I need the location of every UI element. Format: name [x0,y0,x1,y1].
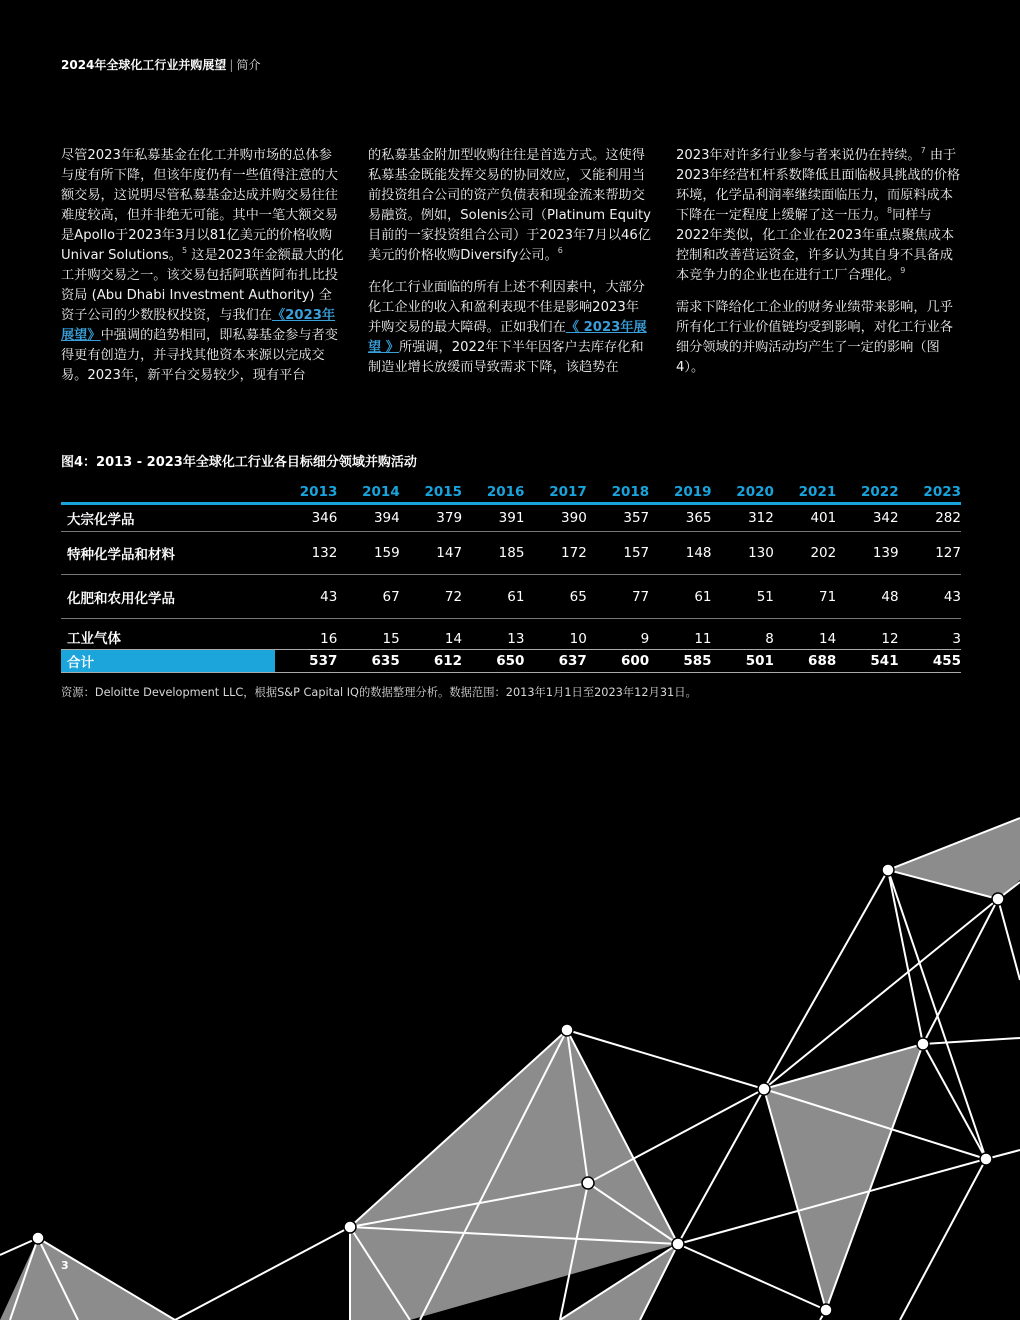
table-cell: 48 [836,575,898,619]
footnote-ref[interactable]: 7 [920,146,926,155]
table-cell: 159 [337,532,399,575]
table-row [61,575,961,619]
table-cell: 346 [275,504,337,532]
year-header: 2014 [337,480,399,504]
total-cell: 612 [400,650,462,673]
table-cell: 67 [337,575,399,619]
paragraph [368,278,652,378]
table-cell: 61 [462,575,524,619]
table-row [61,504,961,532]
table-cell: 202 [774,532,836,575]
total-row [61,650,961,673]
text-run: 的私募基金附加型收购往往是首选方式。这使得私募基金既能发挥交易的协同效应，又能利用当前投资组合公司的资产负债表和现金流来帮助交易融资。例如，Solenis公司（Platinum Equity目前的一家投资组合公司）于2023年7月以46亿美元的价格收购Diversify公司。 [368,148,651,263]
table-cell: 357 [587,504,649,532]
table-cell: 72 [400,575,462,619]
total-label: 合计 [61,650,275,673]
year-header: 2015 [400,480,462,504]
table-cell: 147 [400,532,462,575]
table-cell: 390 [524,504,586,532]
table-cell: 71 [774,575,836,619]
ma-activity-table [61,480,961,673]
year-header: 2013 [275,480,337,504]
table-cell: 77 [587,575,649,619]
table-cell: 3 [952,631,961,647]
year-header: 2016 [462,480,524,504]
year-header: 2021 [774,480,836,504]
table-cell: 401 [774,504,836,532]
total-cell: 635 [337,650,399,673]
figure-title: 图4：2013 - 2023年全球化工行业各目标细分领域并购活动 [61,455,417,470]
text-column-1 [61,146,344,398]
total-cell: 650 [462,650,524,673]
text-run: 由于2023年经营杠杆系数降低且面临极具挑战的价格环境，化学品利润率继续面临压力，而原料成本下降在一定程度上缓解了这一压力。 [676,148,961,223]
year-header: 2018 [587,480,649,504]
total-cell: 585 [649,650,711,673]
network-triangles [0,818,1020,1320]
paragraph [676,146,962,286]
network-graphic [0,800,1020,1320]
row-label: 特种化学品和材料 [61,532,275,575]
table-cell: 139 [836,532,898,575]
total-cell: 688 [774,650,836,673]
year-header: 2017 [524,480,586,504]
table-cell: 14 [819,631,837,647]
table-cell: 43 [275,575,337,619]
total-cell: 600 [587,650,649,673]
header-separator: | [229,58,234,72]
table-cell: 342 [836,504,898,532]
section-name: 简介 [236,58,261,72]
page-number: 3 [61,1259,69,1272]
table-cell: 391 [462,504,524,532]
text-run: 所强调，2022年下半年因客户去库存化和制造业增长放缓而导致需求下降，该趋势在 [368,340,644,375]
table-cell: 15 [382,631,400,647]
table-cell: 127 [899,532,961,575]
table-row [61,619,961,650]
table-header-row [61,480,961,504]
table-cell: 12 [881,631,899,647]
footnote-ref[interactable]: 8 [887,206,893,215]
text-run: 同样与2022年类似，化工企业在2023年重点聚焦成本控制和改善营运资金，许多认为其自身不具备成本竞争力的企业也在进行工厂合理化。 [676,208,955,283]
table-cell: 11 [694,631,712,647]
table-cell: 157 [587,532,649,575]
table-cell: 13 [507,631,525,647]
table-cell: 16 [320,631,338,647]
header-blank [61,480,275,504]
table-cell: 61 [649,575,711,619]
table-cell: 14 [444,631,463,647]
row-label: 化肥和农用化学品 [61,575,275,619]
running-header [61,56,260,73]
outlook-2023-link[interactable]: 《 2023年展望 》 [368,320,647,355]
text-column-3 [676,146,962,390]
table-cell: 65 [524,575,586,619]
table-cell: 9 [640,631,650,647]
table-cell: 8 [765,631,774,647]
text-run: 尽管2023年私募基金在化工并购市场的总体参与度有所下降，但该年度仍有一些值得注意的大额交易，这说明尽管私募基金达成并购交易往往难度较高，但并非绝无可能。其中一笔大额交易是Apollo于2023年3月以81亿美元的价格收购Univar Solutions。 [61,148,338,263]
table-row [61,532,961,575]
table-cell: 130 [712,532,774,575]
text-run: 这是2023年金额最大的化工并购交易之一。该交易包括阿联酋阿布扎比投资局 (Abu Dhabi Investment Authority) 全资子公司的少数股权投资，与我们在 [61,248,344,323]
outlook-2023-link[interactable]: 《2023年展望》 [61,308,336,343]
table-cell: 282 [899,504,961,532]
table-cell: 185 [462,532,524,575]
total-cell: 541 [836,650,898,673]
table-cell: 365 [649,504,711,532]
total-cell: 637 [524,650,586,673]
text-run: 在化工行业面临的所有上述不利因素中，大部分化工企业的收入和盈利表现不佳是影响2023年并购交易的最大障碍。正如我们在 [368,280,645,335]
table-cell: 312 [712,504,774,532]
text-run: 中强调的趋势相同，即私募基金参与者变得更有创造力，并寻找其他资本来源以完成交易。2023年，新平台交易较少，现有平台 [61,328,338,383]
total-cell: 455 [899,650,961,673]
table-cell: 394 [337,504,399,532]
footnote-ref[interactable]: 9 [900,266,906,275]
source-note: 资源：Deloitte Development LLC，根据S&P Capital IQ的数据整理分析。数据范围：2013年1月1日至2023年12月31日。 [61,686,697,699]
row-label: 大宗化学品 [61,504,275,532]
text-column-2 [368,146,652,390]
table-cell: 43 [899,575,961,619]
table-cell: 172 [524,532,586,575]
report-title: 2024年全球化工行业并购展望 [61,58,227,72]
paragraph [368,146,652,266]
year-header: 2019 [649,480,711,504]
table-cell: 51 [712,575,774,619]
table-cell: 132 [275,532,337,575]
table-cell: 10 [569,631,587,647]
year-header: 2022 [836,480,898,504]
text-run: 2023年对许多行业参与者来说仍在持续。 [676,148,921,163]
footnote-ref[interactable]: 5 [181,246,188,255]
paragraph [61,146,344,386]
table-cell: 148 [649,532,711,575]
total-cell: 537 [275,650,337,673]
year-header: 2023 [899,480,961,504]
paragraph: 需求下降给化工企业的财务业绩带来影响，几乎所有化工行业价值链均受到影响，对化工行业各细分领域的并购活动均产生了一定的影响（图4）。 [676,300,953,375]
year-header: 2020 [712,480,774,504]
footnote-ref[interactable]: 6 [557,246,563,255]
total-cell: 501 [712,650,774,673]
table-cell: 379 [400,504,462,532]
row-label: 工业气体 [67,631,121,647]
